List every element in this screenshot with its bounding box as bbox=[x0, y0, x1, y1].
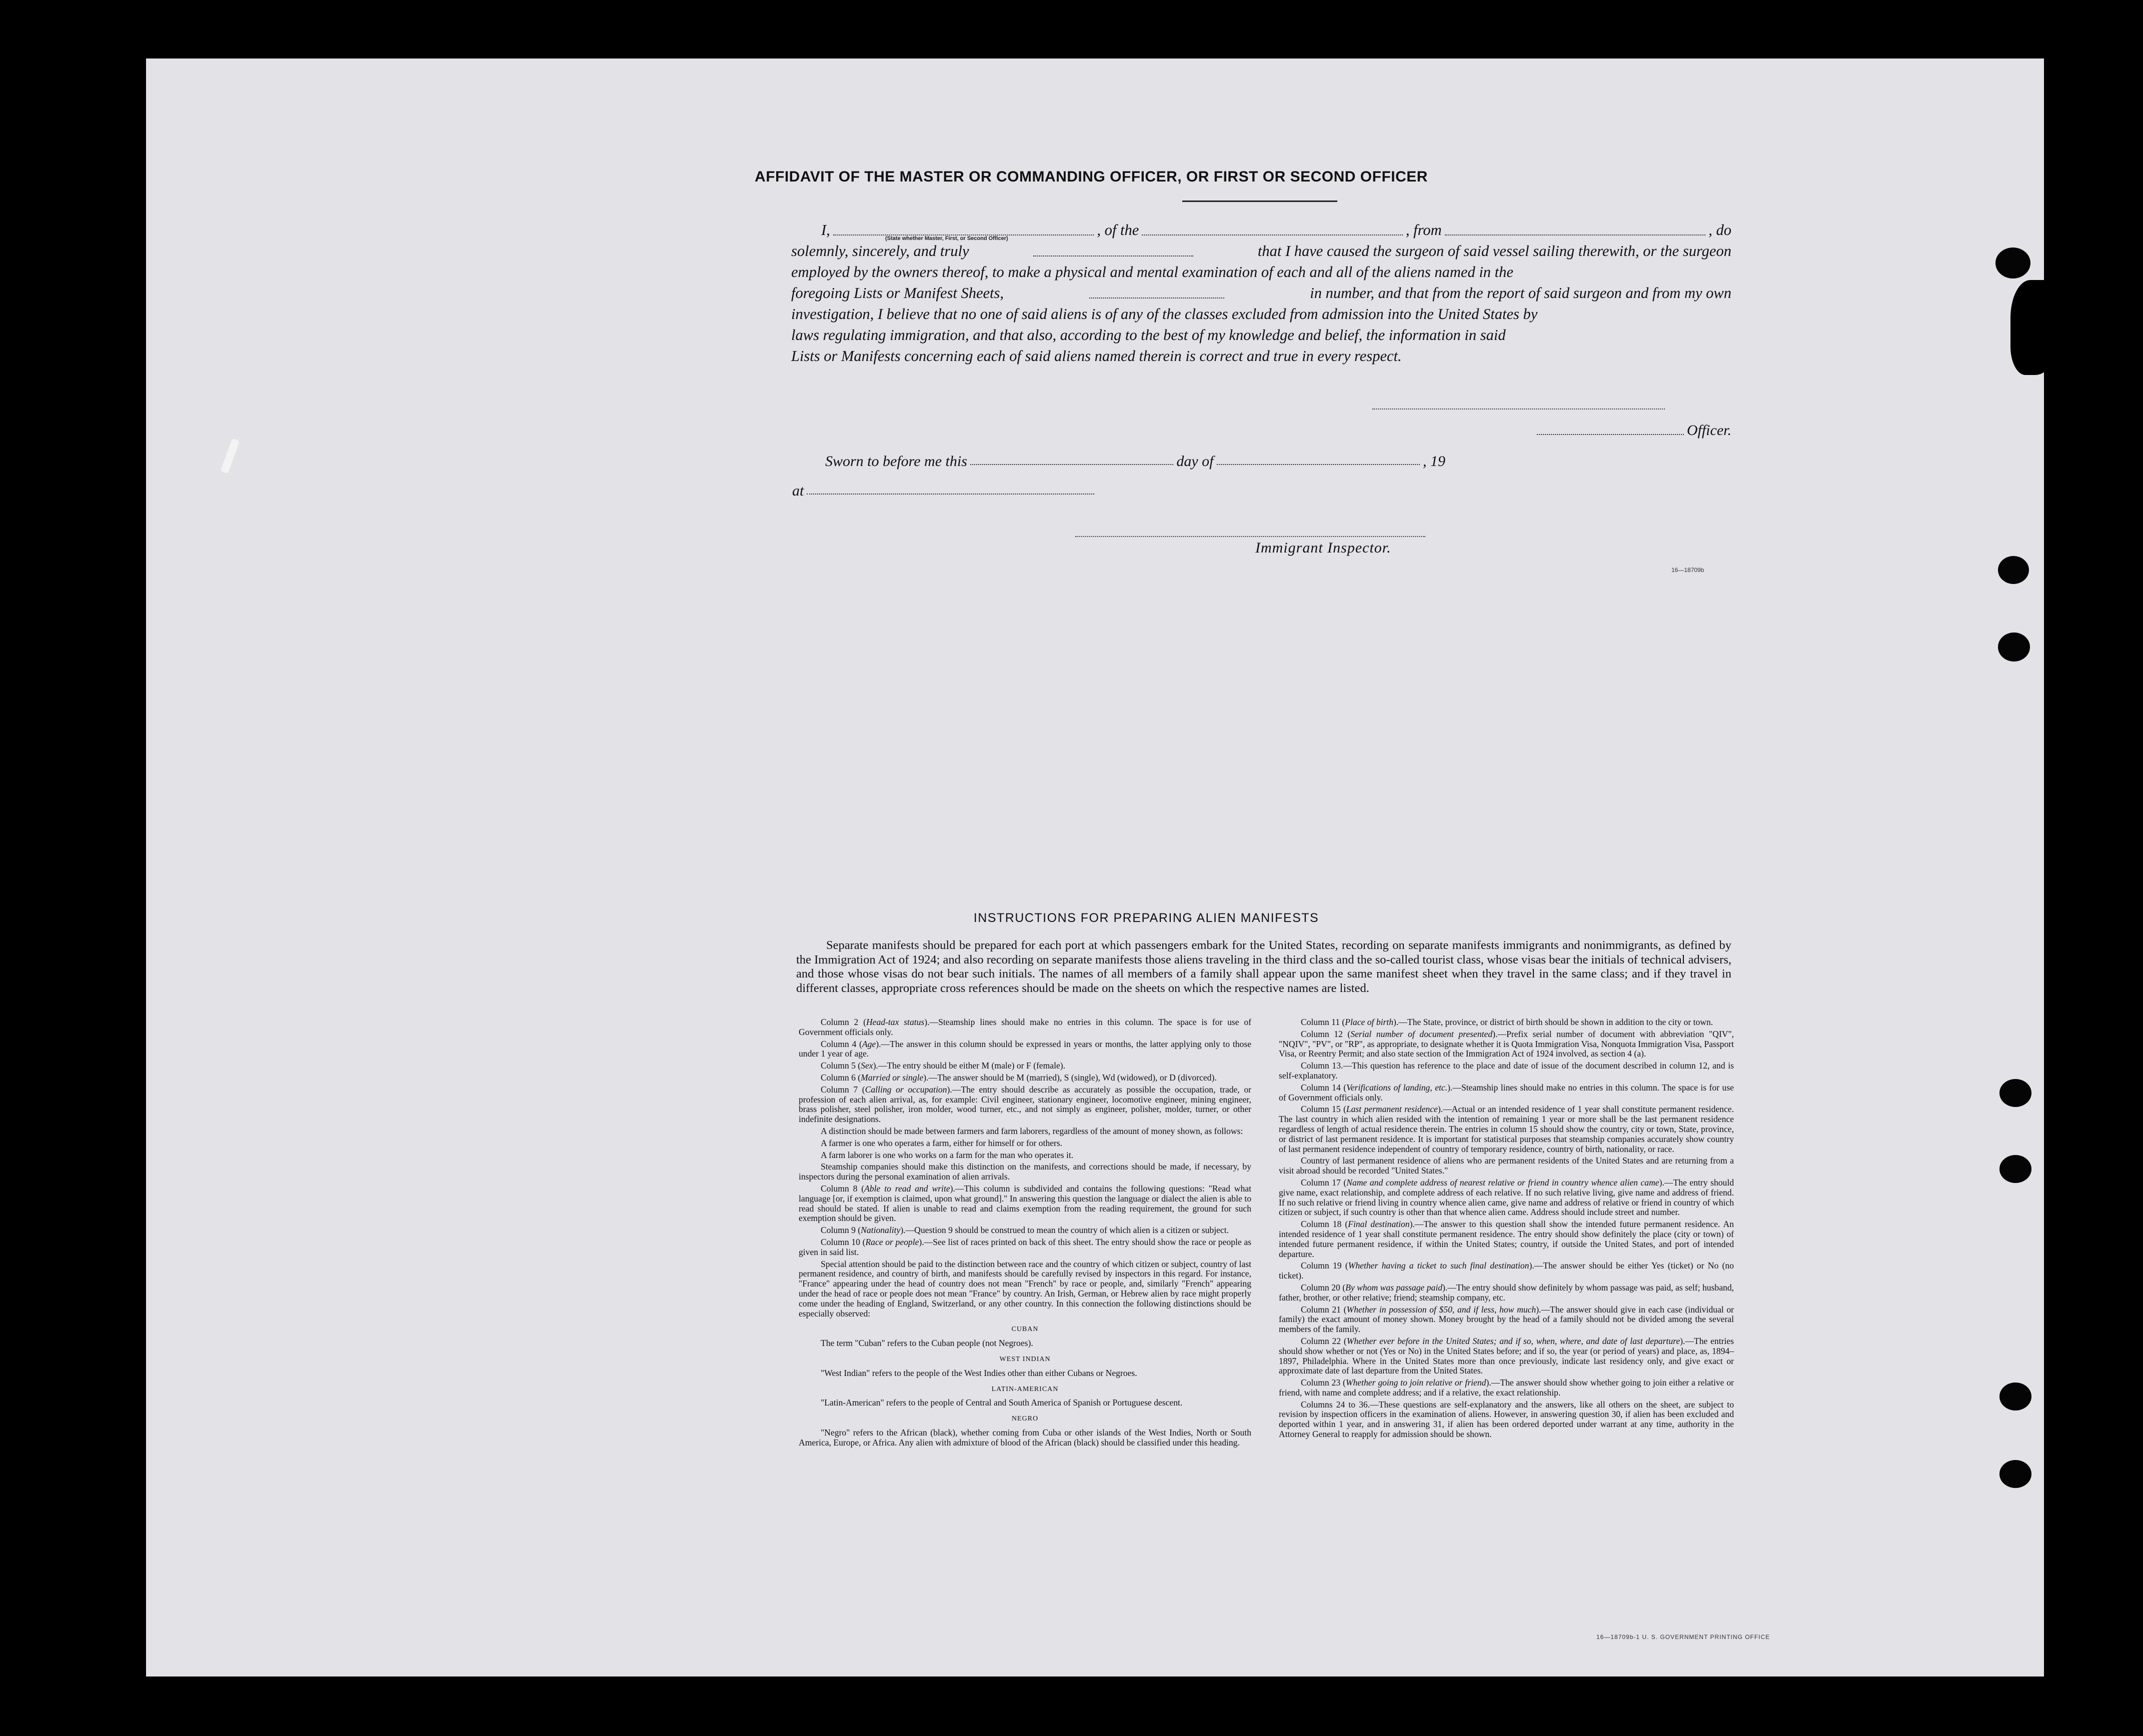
year-label: , 19 bbox=[1423, 453, 1445, 470]
affidavit-line-6: laws regulating immigration, and that also, according to the best of my knowledge and belief, the information in said bbox=[791, 326, 1506, 344]
at-label: at bbox=[792, 482, 804, 499]
day-blank bbox=[970, 464, 1173, 465]
punch-hole-1 bbox=[1995, 248, 2030, 278]
officer-label: Officer. bbox=[1686, 422, 1731, 438]
column-12-instruction: Column 12 (Serial number of document presented).—Prefix serial number of document with abbreviation "QIV", "NQIV", "PV", or "RP", as appropriate, to designate whether it is Quota Immigration Visa, Nonquota Immigration Visa, Passport Visa, or Reentry Permit; and also state section of the Immigration Act of 1924 involved, as section 4 (a). bbox=[1279, 1028, 1734, 1059]
country-residence-paragraph: Country of last permanent residence of aliens who are permanent residents of the United States and are returning from a visit abroad should be recorded "United States." bbox=[1279, 1156, 1734, 1176]
text-foregoing: foregoing Lists or Manifest Sheets, bbox=[791, 284, 1004, 302]
column-8-instruction: Column 8 (Able to read and write).—This column is subdivided and contains the following questions: "Read what language [or, if exemption is claimed, upon what ground]." In answering this question the language or dialect the alien is able to read should be stated. If alien is unable to read and claims exemption from the reading requirement, the ground for such exemption should be given. bbox=[799, 1183, 1251, 1224]
column-10-instruction: Column 10 (Race or people).—See list of races printed on back of this sheet. The entry should show the race or people as given in said list. bbox=[799, 1236, 1251, 1257]
column-11-instruction: Column 11 (Place of birth).—The State, province, or district of birth should be shown in addition to the city or town. bbox=[1301, 1017, 1713, 1027]
latin-american-heading: LATIN-AMERICAN bbox=[991, 1385, 1059, 1393]
affidavit-line-3: employed by the owners thereof, to make a physical and mental examination of each and all of the aliens named in the bbox=[791, 264, 1513, 280]
text-do: , do bbox=[1708, 222, 1731, 238]
cuban-paragraph: The term "Cuban" refers to the Cuban people (not Negroes). bbox=[821, 1338, 1033, 1348]
cuban-heading: CUBAN bbox=[1011, 1326, 1039, 1334]
instructions-intro: Separate manifests should be prepared for each port at which passengers embark for the United States, recording on separate manifests immigrants and nonimmigrants, as defined by the Immigration Act of 1924; and also recording on separate manifests those aliens traveling in the third class and the so-called tourist class, whose visas bear the initials of technical advisers, and those whose visas do not bear such initials. The names of all members of a family shall appear upon the same manifest sheet when they travel in the same class; and if they travel in different classes, appropriate cross references should be made on the sheets on which the respective names are listed. bbox=[796, 938, 1731, 995]
steamship-paragraph: Steamship companies should make this distinction on the manifests, and corrections should be made, if necessary, by inspectors during the personal examination of alien arrivals. bbox=[799, 1162, 1251, 1182]
paper-mark bbox=[221, 438, 240, 474]
negro-heading: NEGRO bbox=[1011, 1415, 1039, 1423]
columns-24-36-instruction: Columns 24 to 36.—These questions are self-explanatory and the answers, like all others on the sheet, are subject to revision by inspection officers in the examination of aliens. However, in answering question 30, if alien has been excluded and deported within 1 year, and in answering 31, if alien has been ordered deported under warrant at any time, authority in the Attorney General to reapply for admission should be shown. bbox=[1279, 1399, 1734, 1440]
punch-hole-4 bbox=[1999, 1079, 2031, 1107]
vessel-name-blank bbox=[1142, 234, 1403, 236]
special-attention-paragraph: Special attention should be paid to the distinction between race and the country of which citizen or subject, country of last permanent residence, and country of birth, and manifests should be carefully revised by inspectors in this regard. For instance, "France" appearing under the head of country does not mean "French" by race or people, and, similarly "French" appearing under the head of race or people does not mean "France" by country. An Irish, German, or Hebrew alien by race might properly come under the heading of England, Switzerland, or any other country. In this connection the following distinctions should be especially observed: bbox=[799, 1258, 1251, 1318]
column-20-instruction: Column 20 (By whom was passage paid).—The entry should show definitely by whom passage was paid, as self; husband, father, brother, or other relative; friend; steamship company, etc. bbox=[1279, 1282, 1734, 1302]
punch-hole-5 bbox=[1999, 1155, 2031, 1183]
punch-hole-3 bbox=[1998, 632, 2030, 662]
column-7-instruction: Column 7 (Calling or occupation).—The entry should describe as accurately as possible the occupation, trade, or profession of each alien arrival, as, for example: Civil engineer, stationary engineer, locomotive engineer, mining engineer, brass polisher, steel polisher, iron molder, wood turner, etc., and not simply as engineer, polisher, molder, turner, or other indefinite designations. bbox=[799, 1084, 1252, 1124]
instructions-title: INSTRUCTIONS FOR PREPARING ALIEN MANIFESTS bbox=[973, 911, 1319, 925]
signature-line bbox=[1372, 408, 1665, 410]
column-6-instruction: Column 6 (Married or single).—The answer should be M (married), S (single), Wd (widowed), or D (divorced). bbox=[821, 1072, 1217, 1082]
instructions-right-column bbox=[1279, 1018, 1734, 1442]
punch-hole-7 bbox=[1999, 1460, 2031, 1488]
port-blank bbox=[1445, 234, 1706, 236]
text-i: I, bbox=[821, 222, 830, 238]
at-row bbox=[792, 482, 1097, 500]
inspector-label: Immigrant Inspector. bbox=[1255, 540, 1391, 556]
rank-instruction-note: (State whether Master, First, or Second Officer) bbox=[885, 236, 1008, 242]
affidavit-line-4 bbox=[791, 282, 1731, 304]
punch-hole-2 bbox=[1998, 556, 2029, 584]
column-22-instruction: Column 22 (Whether ever before in the United States; and if so, when, where, and date of last departure).—The entries should show whether or not (Yes or No) in the United States before; and if so, the year (or period of years) and place, as, 1894–1897, Philadelphia. Where in the United States more than once previously, indicate last residency only, and give exact or approximate date of last departure from the United States. bbox=[1279, 1336, 1734, 1376]
officer-signature-blank bbox=[1537, 434, 1684, 435]
affidavit-line-7: Lists or Manifests concerning each of said aliens named therein is correct and true in every respect. bbox=[791, 348, 1402, 364]
column-18-instruction: Column 18 (Final destination).—The answer to this question shall show the intended future permanent residence. An intended residence of 1 year shall constitute permanent residence. The entry should show definitely the place (city or town) of intended future permanent residence, if within the United States; country, if outside the United States, and port of intended departure. bbox=[1279, 1219, 1734, 1259]
column-13-instruction: Column 13.—This question has reference to the place and date of issue of the document described in column 12, and is self-explanatory. bbox=[1279, 1060, 1734, 1080]
text-from: , from bbox=[1405, 222, 1442, 238]
distinction-paragraph: A distinction should be made between farmers and farm laborers, regardless of the amount of money shown, as follows: bbox=[821, 1126, 1243, 1136]
column-14-instruction: Column 14 (Verifications of landing, etc.).—Steamship lines should make no entries in this column. The space is for use of Government officials only. bbox=[1279, 1082, 1734, 1102]
column-9-instruction: Column 9 (Nationality).—Question 9 should be construed to mean the country of which alien is a citizen or subject. bbox=[821, 1225, 1229, 1236]
manifest-sheet bbox=[146, 58, 2044, 1676]
column-17-instruction: Column 17 (Name and complete address of nearest relative or friend in country whence alien came).—The entry should give name, exact relationship, and complete address of each relative. If no such relative living, give name and address of friend. If no such relative or friend living in country whence alien came, give name and address of relative or friend in country of which citizen or subject, if such country is other than that whence alien came. Address should include street and number. bbox=[1279, 1177, 1734, 1218]
title-underline bbox=[1182, 200, 1337, 202]
form-number-bottom: 16—18709b-1 U. S. GOVERNMENT PRINTING OFFICE bbox=[1596, 1634, 1770, 1640]
farm-laborer-paragraph: A farm laborer is one who works on a farm for the man who operates it. bbox=[821, 1150, 1074, 1160]
farmer-paragraph: A farmer is one who operates a farm, either for himself or for others. bbox=[821, 1138, 1063, 1148]
sworn-row bbox=[825, 453, 1445, 470]
affidavit-line-5: investigation, I believe that no one of said aliens is of any of the classes excluded from admission into the United States by bbox=[791, 306, 1538, 322]
form-number-top: 16—18709b bbox=[1671, 566, 1704, 574]
sworn-label: Sworn to before me this bbox=[825, 453, 967, 470]
column-15-instruction: Column 15 (Last permanent residence).—Actual or an intended residence of 1 year shall constitute permanent residence. The last country in which alien resided with the intention of remaining 1 year or more shall be the last permanent residence regardless of length of actual residence therein. The entries in column 15 should show the country, city or town, State, province, or district of last permanent residence. It is important for statistical purposes that steamship companies accurately show country of last permanent residence independent of country of temporary residence, country of birth, nationality, or race. bbox=[1279, 1104, 1734, 1154]
officer-signature-row bbox=[1534, 422, 1731, 439]
punch-hole-6 bbox=[1999, 1382, 2031, 1410]
text-of-the: , of the bbox=[1097, 222, 1139, 238]
text-in-number: in number, and that from the report of said surgeon and from my own bbox=[1310, 284, 1731, 302]
day-of-label: day of bbox=[1176, 453, 1214, 470]
column-5-instruction: Column 5 (Sex).—The entry should be either M (male) or F (female). bbox=[821, 1060, 1066, 1071]
column-19-instruction: Column 19 (Whether having a ticket to such final destination).—The answer should be either Yes (ticket) or No (no ticket). bbox=[1279, 1260, 1734, 1281]
west-indian-heading: WEST INDIAN bbox=[999, 1355, 1051, 1363]
column-21-instruction: Column 21 (Whether in possession of $50, and if less, how much).—The answer should give in each case (individual or family) the exact amount of money shown. Money brought by the head of a family should not be divided among the several members of the family. bbox=[1279, 1304, 1734, 1334]
text-solemnly: solemnly, sincerely, and truly bbox=[791, 242, 969, 260]
affidavit-line-2 bbox=[791, 240, 1731, 262]
affidavit-body bbox=[791, 220, 1731, 366]
negro-paragraph: "Negro" refers to the African (black), whether coming from Cuba or other islands of the West Indies, North or South America, Europe, or Africa. Any alien with admixture of blood of the African (black) should be classified under this heading. bbox=[799, 1427, 1251, 1448]
text-surgeon: that I have caused the surgeon of said vessel sailing therewith, or the surgeon bbox=[1257, 242, 1731, 260]
month-blank bbox=[1217, 464, 1420, 465]
instructions-left-column bbox=[799, 1018, 1251, 1450]
latin-american-paragraph: "Latin-American" refers to the people of Central and South America of Spanish or Portuguese descent. bbox=[821, 1398, 1183, 1408]
affidavit-title: AFFIDAVIT OF THE MASTER OR COMMANDING OFFICER, OR FIRST OR SECOND OFFICER bbox=[755, 168, 1428, 185]
column-23-instruction: Column 23 (Whether going to join relative or friend).—The answer should show whether going to join either a relative or friend, with name and complete address; and if a relative, the exact relationship. bbox=[1279, 1378, 1734, 1398]
column-4-instruction: Column 4 (Age).—The answer in this column should be expressed in years or months, the latter applying only to those under 1 year of age. bbox=[799, 1038, 1251, 1059]
paper-tear bbox=[2010, 280, 2060, 375]
inspector-signature-line bbox=[1075, 536, 1425, 537]
column-2-instruction: Column 2 (Head-tax status).—Steamship lines should make no entries in this column. The space is for use of Government officials only. bbox=[799, 1017, 1252, 1037]
west-indian-paragraph: "West Indian" refers to the people of the West Indies other than either Cubans or Negroes. bbox=[821, 1368, 1137, 1378]
